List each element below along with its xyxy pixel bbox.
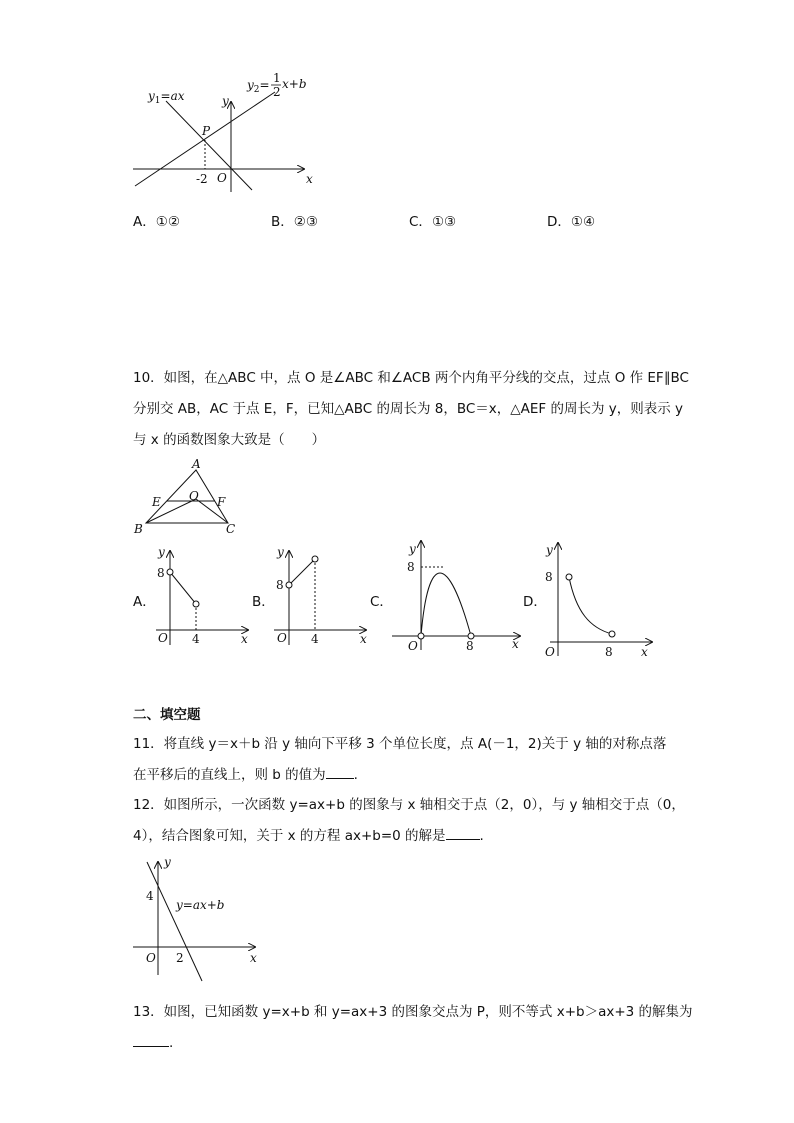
q9-label-y2-rest: x+b <box>282 77 307 91</box>
q13-answer-blank[interactable] <box>133 1034 169 1047</box>
svg-text:2: 2 <box>176 951 184 965</box>
q11-line-1: 11．将直线 y＝x＋b 沿 y 轴向下平移 3 个单位长度，点 A(－1，2)关于 y 轴的对称点落 <box>133 736 667 752</box>
q9-label-origin: O <box>217 171 227 185</box>
q9-option-d[interactable]: D．①④ <box>547 214 596 230</box>
svg-text:y: y <box>158 545 165 559</box>
q10-line-2: 分别交 AB，AC 于点 E，F，已知△ABC 的周长为 8，BC＝x，△AEF 的周长为 y，则表示 y <box>133 401 684 417</box>
q9-option-a[interactable]: A．①② <box>133 214 180 230</box>
q10-label-b: B <box>134 522 143 536</box>
q10-label-f: F <box>217 495 226 509</box>
svg-text:8: 8 <box>157 566 165 580</box>
q10-choice-a-letter[interactable]: A． <box>133 594 156 610</box>
svg-text:y: y <box>546 543 553 557</box>
svg-text:8: 8 <box>407 560 415 574</box>
svg-text:y=ax+b: y=ax+b <box>176 898 225 912</box>
q9-label-xaxis: x <box>306 172 313 186</box>
section-heading-fill-in: 二、填空题 <box>133 707 201 723</box>
q10-label-a: A <box>192 457 201 471</box>
svg-text:O: O <box>277 631 287 645</box>
q10-label-e: E <box>152 495 161 509</box>
svg-text:x: x <box>241 632 248 646</box>
q9-label-p: P <box>202 124 211 138</box>
svg-text:x: x <box>512 637 519 651</box>
q13-line-1: 13．如图，已知函数 y=x+b 和 y=ax+3 的图象交点为 P，则不等式 x+b＞ax+3 的解集为 <box>133 1004 693 1020</box>
q10-line-3: 与 x 的函数图象大致是（ ） <box>133 432 326 448</box>
q12-line-2: 4），结合图象可知，关于 x 的方程 ax+b=0 的解是 . <box>133 828 484 844</box>
svg-text:8: 8 <box>605 645 613 659</box>
q9-label-yaxis: y <box>222 94 229 108</box>
svg-text:8: 8 <box>276 578 284 592</box>
svg-text:x: x <box>360 632 367 646</box>
svg-text:4: 4 <box>146 889 154 903</box>
svg-text:4: 4 <box>192 632 200 646</box>
q10-line-1: 10．如图，在△ABC 中，点 O 是∠ABC 和∠ACB 两个内角平分线的交点，过点 O 作 EF∥BC <box>133 370 689 386</box>
q9-label-y1: $y_1=ax$ <box>148 89 185 106</box>
svg-text:x: x <box>641 645 648 659</box>
svg-text:O: O <box>408 639 418 653</box>
q10-label-c: C <box>226 522 236 536</box>
q12-line-1: 12．如图所示，一次函数 y=ax+b 的图象与 x 轴相交于点（2，0），与 y 轴相交于点（0， <box>133 797 685 813</box>
svg-text:8: 8 <box>466 639 474 653</box>
q10-choice-b-letter[interactable]: B． <box>252 594 275 610</box>
q9-frac-num: 1 <box>273 71 281 85</box>
svg-text:y: y <box>409 542 416 556</box>
q10-choice-d-letter[interactable]: D． <box>523 594 547 610</box>
q9-label-neg2: -2 <box>196 172 208 186</box>
q9-option-c[interactable]: C．①③ <box>409 214 457 230</box>
svg-text:O: O <box>158 631 168 645</box>
q10-choice-c-letter[interactable]: C． <box>370 594 393 610</box>
q9-option-b[interactable]: B．②③ <box>271 214 318 230</box>
q9-label-y2: $y_2=$ <box>247 78 270 95</box>
svg-text:4: 4 <box>311 632 319 646</box>
svg-text:O: O <box>146 951 156 965</box>
svg-text:y: y <box>277 545 284 559</box>
q9-frac-den: 2 <box>273 85 281 99</box>
svg-text:8: 8 <box>545 570 553 584</box>
q11-line-2: 在平移后的直线上，则 b 的值为 . <box>133 767 358 783</box>
q13-line-2: . <box>133 1034 173 1052</box>
svg-text:x: x <box>250 951 257 965</box>
q10-label-o: O <box>189 489 199 503</box>
svg-text:O: O <box>545 645 555 659</box>
svg-text:y: y <box>164 855 171 869</box>
